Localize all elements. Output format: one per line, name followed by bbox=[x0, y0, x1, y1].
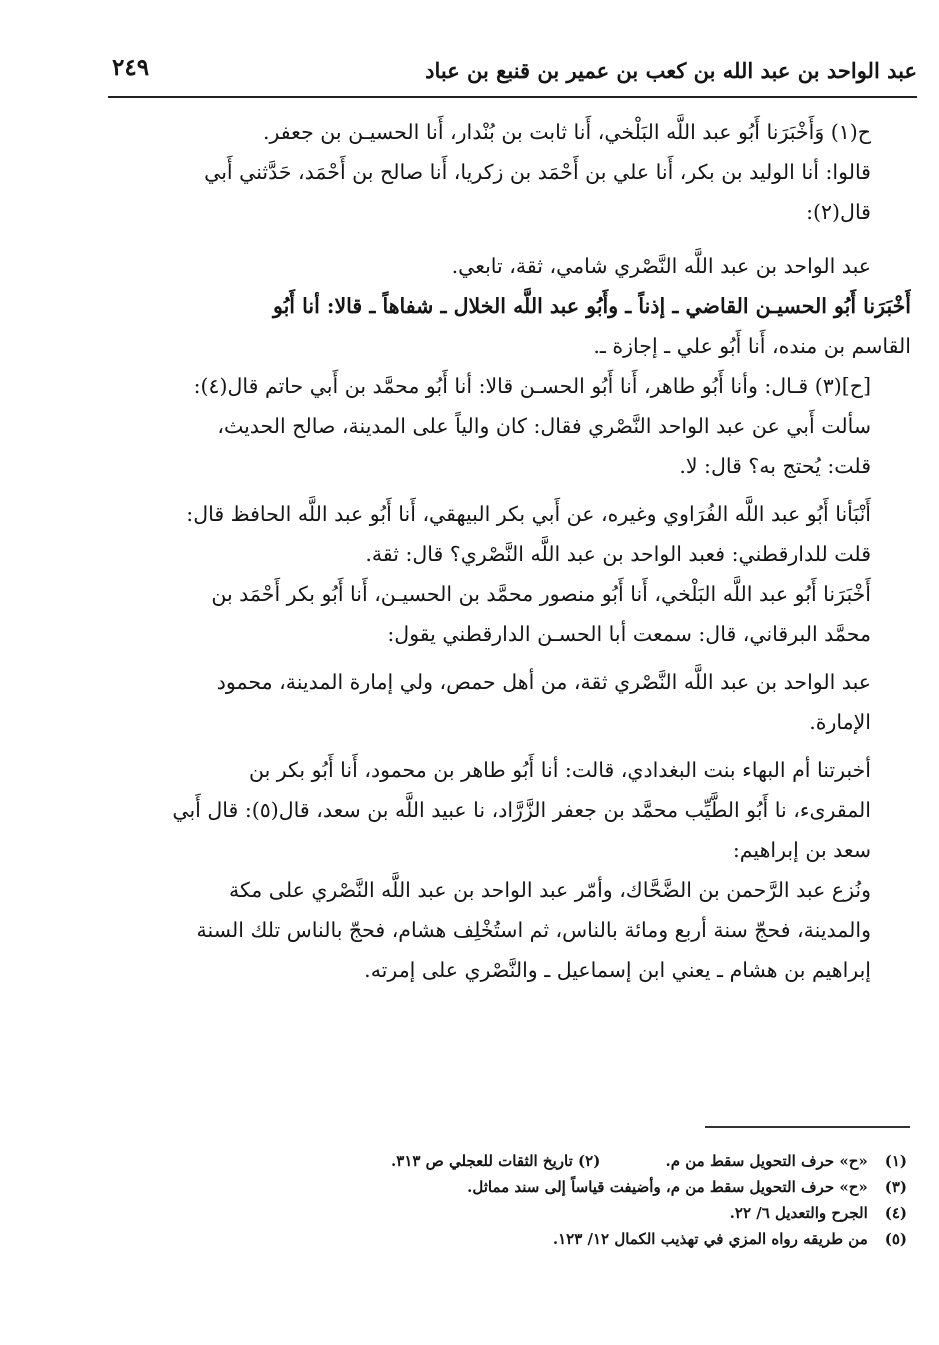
footnote-number: (١) bbox=[884, 1152, 907, 1170]
paragraph-quote-2 bbox=[104, 406, 911, 486]
footnote-number: (٤) bbox=[884, 1204, 907, 1222]
text-line: أَخْبَرَنا أَبُو عبد اللَّه البَلْخي، أَنا أَبُو منصور محمَّد بن الحسيـن، أَنا أَبُو بكر أَحْمَد بن bbox=[211, 582, 871, 606]
paragraph-isnad-2 bbox=[104, 152, 911, 232]
text-line: الإمارة. bbox=[809, 710, 871, 734]
text-line: أَخْبَرَنا أَبُو الحسيـن القاضي ـ إذناً ـ وأَبُو عبد اللَّه الخلال ـ شفاهاً ـ قالا: أنا أَبُو bbox=[273, 294, 911, 318]
paragraph-isnad-7 bbox=[104, 750, 911, 870]
paragraph-isnad-3 bbox=[104, 286, 911, 366]
page-header bbox=[108, 52, 917, 98]
footnote-number: (٣) bbox=[884, 1178, 907, 1196]
text-line: ونُزع عبد الرَّحمن بن الضَّحَّاك، وأمّر عبد الواحد بن عبد اللَّه النَّصْري على مكة bbox=[228, 878, 871, 902]
text-line: سألت أَبي عن عبد الواحد النَّصْري فقال: كان والياً على المدينة، صالح الحديث، bbox=[217, 414, 871, 438]
footnote-number: (٢) bbox=[578, 1152, 601, 1170]
footnote-number: (٥) bbox=[884, 1230, 907, 1248]
footnotes bbox=[187, 1148, 907, 1252]
footnote-text: تاريخ الثقات للعجلي ص ٣١٣. bbox=[391, 1152, 573, 1170]
text-line: [ح](٣) قـال: وأنا أَبُو طاهر، أَنا أَبُو الحسـن قالا: أنا أَبُو محمَّد بن أَبي حاتم قال(٤): bbox=[193, 374, 871, 398]
paragraph-isnad-4 bbox=[104, 366, 911, 406]
text-line: سعد بن إبراهيم: bbox=[732, 838, 871, 862]
text-line: قلت للدارقطني: فعبد الواحد بن عبد اللَّه النَّصْري؟ قال: ثقة. bbox=[365, 542, 871, 566]
paragraph-quote-4 bbox=[104, 870, 911, 990]
text-line: ح(١) وَأَخْبَرَنا أَبُو عبد اللَّه البَلْخي، أَنا ثابت بن بُنْدار، أَنا الحسيـن بن جعفر. bbox=[262, 120, 871, 144]
text-line: قالوا: أنا الوليد بن بكر، أَنا علي بن أَحْمَد بن زكريا، أَنا صالح بن أَحْمَد، حَدَّثني أَبي bbox=[204, 160, 871, 184]
footnote-text: من طريقه رواه المزي في تهذيب الكمال ١٢/ ١٢٣. bbox=[552, 1230, 868, 1248]
text-line: أخبرتنا أم البهاء بنت البغدادي، قالت: أنا أَبُو طاهر بن محمود، أَنا أَبُو بكر بن bbox=[248, 758, 871, 782]
paragraph-isnad-6 bbox=[104, 574, 911, 654]
paragraph-isnad-1 bbox=[104, 112, 911, 152]
footnote-row bbox=[187, 1226, 907, 1252]
text-line: عبد الواحد بن عبد اللَّه النَّصْري شامي، ثقة، تابعي. bbox=[451, 254, 871, 278]
footnote-text: «ح» حرف التحويل سقط من م. bbox=[665, 1152, 868, 1170]
footnote-row bbox=[187, 1174, 907, 1200]
text-line: عبد الواحد بن عبد اللَّه النَّصْري ثقة، من أهل حمص، ولي إمارة المدينة، محمود bbox=[216, 670, 871, 694]
text-line: محمَّد البرقاني، قال: سمعت أبا الحسـن الدارقطني يقول: bbox=[387, 622, 871, 646]
page-number: ٢٤٩ bbox=[112, 54, 150, 81]
text-line: إبراهيم بن هشام ـ يعني ابن إسماعيل ـ والنَّصْري على إمرته. bbox=[364, 958, 871, 982]
footnote-row bbox=[187, 1200, 907, 1226]
paragraph-quote-3 bbox=[104, 662, 911, 742]
text-line: والمدينة، فحجّ سنة أربع ومائة بالناس، ثم استُخْلِف هشام، فحجّ بالناس تلك السنة bbox=[196, 918, 871, 942]
main-text bbox=[104, 112, 911, 990]
text-line: قلت: يُحتج به؟ قال: لا. bbox=[679, 454, 871, 478]
footnote-row bbox=[187, 1148, 907, 1174]
footnote-divider bbox=[705, 1126, 910, 1128]
paragraph-isnad-5 bbox=[104, 494, 911, 574]
text-line: قال(٢): bbox=[806, 200, 871, 224]
text-line: المقرىء، نا أَبُو الطَّيِّب محمَّد بن جعفر الزَّرَّاد، نا عبيد اللَّه بن سعد، قال(٥): قال أَبي bbox=[172, 798, 871, 822]
paragraph-quote-1 bbox=[104, 246, 911, 286]
footnote-text: «ح» حرف التحويل سقط من م، وأضيفت قياساً إلى سند مماثل. bbox=[467, 1178, 868, 1196]
footnote-text: الجرح والتعديل ٦/ ٢٢. bbox=[729, 1204, 868, 1222]
text-line: أَنْبَأنا أَبُو عبد اللَّه الفُرَاوي وغيره، عن أَبي بكر البيهقي، أَنا أَبُو عبد اللَّه الحافظ قال: bbox=[186, 502, 871, 526]
text-line: القاسم بن منده، أَنا أَبُو علي ـ إجازة ـ. bbox=[593, 334, 911, 358]
running-title: عبد الواحد بن عبد الله بن كعب بن عمير بن قنبع بن عباد bbox=[425, 58, 917, 83]
